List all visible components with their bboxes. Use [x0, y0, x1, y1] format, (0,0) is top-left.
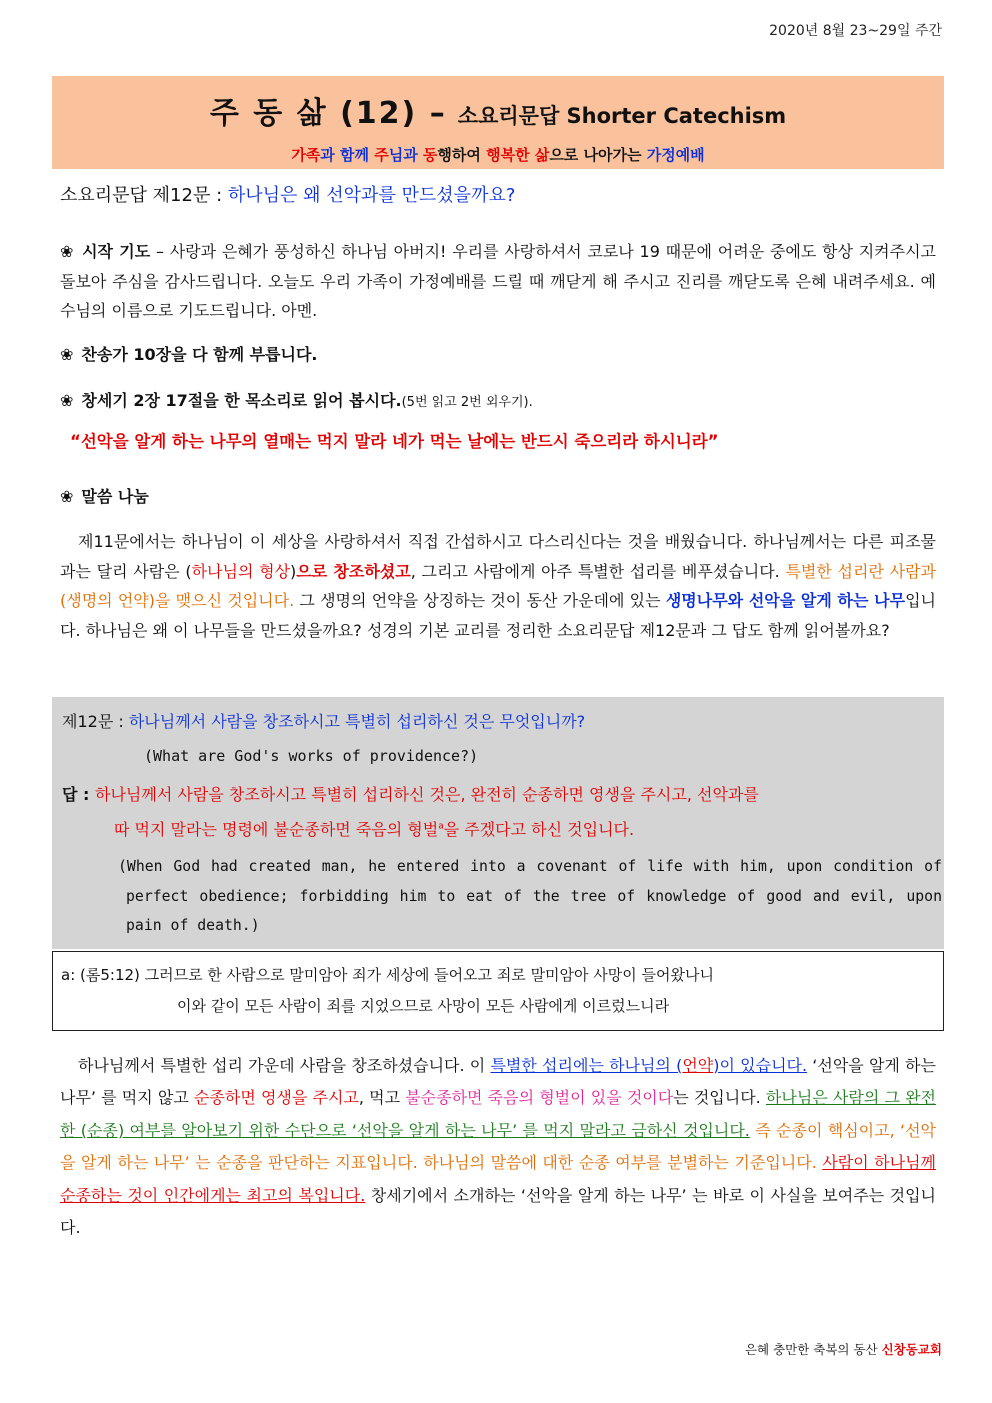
text-run: 으로 창조하셨고 — [296, 561, 411, 581]
tagline-part: 가정예배 — [646, 146, 705, 164]
tagline-part: 행복한 삶 — [486, 146, 550, 164]
footer-text: 은혜 충만한 축복의 동산 — [744, 1342, 882, 1357]
footer — [745, 1340, 942, 1358]
catechism-a-line2-end: 을 주겠다고 하신 것입니다. — [443, 820, 635, 839]
tagline-part: 으로 나아가는 — [549, 146, 647, 164]
question-label: 소요리문답 제12문 : — [60, 185, 228, 206]
tagline-part: 과 함께 — [320, 146, 375, 164]
text-run: 그 생명의 언약을 상징하는 것이 동산 가운데에 있는 — [294, 591, 666, 610]
catechism-answer-line-2 — [114, 817, 634, 840]
text-run: 창세기에서 소개하는 ‘선악을 알게 하는 나무’ 는 바로 이 사실을 보여주는 것입니다. — [60, 1185, 936, 1238]
tagline-part: 님과 — [388, 146, 423, 164]
title-sub: 소요리문답 Shorter Catechism — [457, 104, 787, 128]
text-run: ) — [290, 561, 297, 581]
question-text: 하나님은 왜 선악과를 만드셨을까요? — [227, 185, 516, 206]
text-run: 제11문에서는 하나님이 이 세상을 사랑하셔서 직접 간섭하시고 다스리신다는 것을 배웠습니다. 하나님께서는 다른 피조물과는 달리 사람은 ( — [60, 532, 936, 581]
flower-bullet-icon: ❀ — [60, 242, 75, 261]
date-label: 2020년 8월 23~29일 주간 — [769, 23, 942, 39]
sharing-heading-text: 말씀 나눔 — [81, 487, 149, 506]
flower-bullet-icon: ❀ — [60, 391, 74, 410]
text-run: 불순종하면 죽음의 형벌이 있을 것이다 — [405, 1088, 674, 1108]
text-run: 즉 순종이 핵심이고, ‘선악을 알게 하는 나무’ 는 순종을 판단하는 지표입니다. 하나님의 말씀에 대한 순종 여부를 분별하는 기준입니다. — [60, 1120, 936, 1173]
catechism-q-text: 하나님께서 사람을 창조하시고 특별히 섭리하신 것은 무엇입니까? — [128, 712, 586, 731]
catechism-question — [62, 709, 585, 732]
flower-bullet-icon: ❀ — [60, 345, 74, 364]
sharing-heading — [60, 484, 149, 507]
text-run: 하나님의 형상 — [191, 561, 291, 581]
reference-line-1: a: (롬5:12) 그러므로 한 사람으로 말미암아 죄가 세상에 들어오고 죄로 말미암아 사망이 들어왔나니 — [61, 966, 714, 984]
text-run: 하나님은 사람의 그 완전한 (순종) 여부를 알아보기 위한 수단으로 ‘선악을 알게 하는 나무’ 를 먹지 말라고 금하신 것입니다. — [60, 1088, 936, 1140]
catechism-a-english: (When God had created man, he entered into a covenant of life with him, upon condition of perfect obedience; forbidding him to eat of the tree of knowledge of good and evil, upon pain of death.) — [118, 858, 942, 934]
page-title — [52, 88, 944, 132]
reference-box — [52, 951, 944, 1031]
text-run: 특별한 섭리에는 하나님의 ( — [490, 1056, 683, 1075]
reading-text: 창세기 2장 17절을 한 목소리로 읽어 봅시다. — [81, 391, 402, 410]
prayer-heading: 시작 기도 — [82, 242, 151, 261]
reading-note: (5번 읽고 2번 외우기). — [401, 395, 533, 410]
footnote-marker: a — [438, 821, 444, 832]
text-run: )이 있습니다. — [713, 1056, 808, 1075]
prayer-text: – 사랑과 은혜가 풍성하신 하나님 아버지! 우리를 사랑하셔서 코로나 19 때문에 어려운 중에도 항상 지켜주시고 돌보아 주심을 감사드립니다. 오늘도 우리 가족이 가정예배를 드릴 때 깨닫게 해 주시고 진리를 깨닫도록 은혜 내려주세요. 예수님의 이름으로 기도드립니다. 아멘. — [60, 242, 936, 320]
text-run: ‘선악을 알게 하는 나무’ 를 먹지 않고 — [60, 1056, 936, 1108]
hymn-line — [60, 342, 318, 365]
catechism-a-line2: 따 먹지 말라는 명령에 불순종하면 죽음의 형벌 — [114, 820, 439, 839]
text-run: 입니다. 하나님은 왜 이 나무들을 만드셨을까요? 성경의 기본 교리를 정리한 소요리문답 제12문과 그 답도 함께 읽어볼까요? — [60, 591, 936, 640]
catechism-box — [52, 697, 944, 949]
scripture-verse: “선악을 알게 하는 나무의 열매는 먹지 말라 네가 먹는 날에는 반드시 죽으리라 하시니라” — [70, 432, 719, 451]
text-run: 사람이 하나님께 순종하는 것이 인간에게는 최고의 복입니다. — [60, 1153, 936, 1205]
text-run: 특별한 섭리란 사람과 (생명의 언약)을 맺으신 것입니다. — [60, 561, 937, 610]
body-paragraph-1 — [60, 527, 936, 645]
hymn-text: 찬송가 10장을 다 함께 부릅니다. — [81, 345, 318, 364]
prayer-paragraph — [60, 237, 936, 326]
catechism-answer-line-1 — [62, 782, 759, 805]
text-run: 생명나무와 선악을 알게 하는 나무 — [665, 591, 906, 610]
text-run: 언약 — [682, 1056, 714, 1075]
catechism-a-label: 답 : — [62, 785, 95, 804]
title-main: 주 동 삶 (12) – — [209, 96, 447, 131]
body-paragraph-2 — [60, 1050, 936, 1244]
reading-line — [60, 388, 533, 411]
tagline-part: 가족 — [291, 146, 321, 164]
tagline — [52, 144, 944, 165]
text-run: , 그리고 사람에게 아주 특별한 섭리를 베푸셨습니다. — [410, 561, 786, 581]
catechism-a-line1: 하나님께서 사람을 창조하시고 특별히 섭리하신 것은, 완전히 순종하면 영생을 주시고, 선악과를 — [95, 785, 759, 804]
text-run: 순종하면 영생을 주시고 — [193, 1088, 359, 1108]
flower-bullet-icon: ❀ — [60, 487, 74, 506]
question-heading — [60, 181, 515, 207]
title-banner — [52, 76, 944, 169]
church-name: 신창동교회 — [881, 1342, 942, 1357]
tagline-part: 행하여 — [437, 146, 487, 164]
catechism-q-label: 제12문 : — [62, 712, 129, 731]
catechism-q-english: (What are God's works of providence?) — [144, 747, 479, 765]
text-run: 하나님께서 특별한 섭리 가운데 사람을 창조하셨습니다. 이 — [78, 1056, 491, 1075]
reference-line-2: 이와 같이 모든 사람이 죄를 지었으므로 사망이 모든 사람에게 이르렀느니라 — [177, 997, 670, 1015]
tagline-part: 동 — [422, 146, 438, 164]
tagline-part: 주 — [374, 146, 389, 164]
text-run: , 먹고 — [358, 1088, 406, 1108]
text-run: 는 것입니다. — [673, 1088, 766, 1108]
